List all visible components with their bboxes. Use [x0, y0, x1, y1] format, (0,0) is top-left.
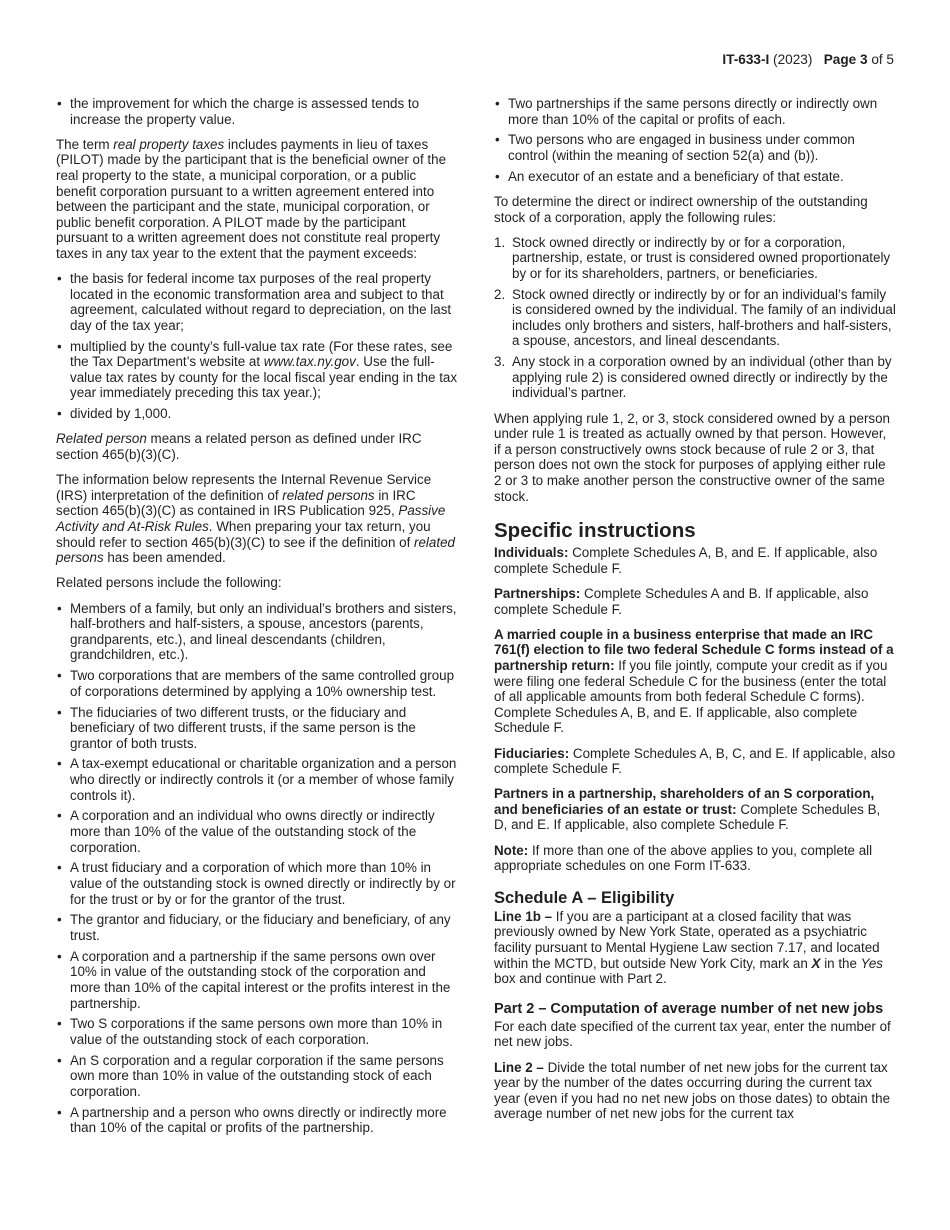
rule-item: 1. Stock owned directly or indirectly by or for a corporation, partnership, estate, or trust is considered owned proportionately by or for its shareholders, partners, or beneficiaries. — [494, 234, 891, 281]
list-item: • multiplied by the county’s full-value tax rate (For these rates, see the Tax Department’s website at www.tax.ny.gov. Use the full-value tax rates by county for the local fiscal year ending in the tax year immediately preceding this tax year.); — [56, 339, 458, 401]
left-column — [56, 96, 458, 1145]
related-persons-intro: Related persons include the following: — [56, 575, 282, 591]
list-item: • Members of a family, but only an individual’s brothers and sisters, half-brothers and half-sisters, a spouse, ancestors (parents, grandparents, etc.), and lineal descendants (children, grandchildren, etc.). — [56, 601, 458, 663]
list-item: • Two S corporations if the same persons own more than 10% in value of the outstanding stock of each corporation. — [56, 1016, 458, 1047]
pilot-exceeds-list — [56, 271, 458, 422]
specific-instructions-heading: Specific instructions — [494, 519, 696, 543]
page-header — [722, 52, 894, 67]
note-paragraph: Note: If more than one of the above applies to you, complete all appropriate schedules on one Form IT-633. — [494, 842, 873, 874]
rule-item: 3. Any stock in a corporation owned by an individual (other than by applying rule 2) is considered owned directly or indirectly by the individual’s partner. — [494, 354, 892, 401]
page-total: of 5 — [871, 52, 894, 67]
list-item: • Two corporations that are members of the same controlled group of corporations determined by applying a 10% ownership test. — [56, 668, 458, 699]
page-number: 3 — [859, 52, 868, 67]
list-item: • The grantor and fiduciary, or the fiduciary and beneficiary, of any trust. — [56, 912, 458, 943]
married-couple-paragraph: A married couple in a business enterprise that made an IRC 761(f) election to file two federal Schedule C forms instead of a partnership return: If you file jointly, compute your credit as if you were filing one federal Schedule C for the business (enter the total of all applicable amounts from both federal Schedule C forms). Complete Schedules A, B, and E. If applicable, also complete Schedule F. — [494, 626, 894, 736]
list-item: • A tax-exempt educational or charitable organization and a person who directly or indirectly controls it (or a member of whose family controls it). — [56, 756, 458, 803]
right-column — [494, 96, 896, 1132]
part-2-heading: Part 2 – Computation of average number of net new jobs — [494, 1000, 884, 1017]
fiduciaries-paragraph: Fiduciaries: Complete Schedules A, B, C, and E. If applicable, also complete Schedule F. — [494, 745, 896, 777]
related-persons-list-continued — [494, 96, 896, 184]
tax-website-link: www.tax.ny.gov — [263, 354, 356, 370]
list-item: • the improvement for which the charge is assessed tends to increase the property value. — [56, 96, 458, 127]
list-item: • A trust fiduciary and a corporation of which more than 10% in value of the outstanding stock is owned directly or indirectly by or for the trust or by or for the grantor of the trust. — [56, 860, 458, 907]
related-person-definition: Related person means a related person as defined under IRC section 465(b)(3)(C). — [56, 431, 422, 463]
ownership-rules-intro: To determine the direct or indirect ownership of the outstanding stock of a corporation, apply the following rules: — [494, 193, 868, 225]
irs-interpretation-paragraph: The information below represents the Internal Revenue Service (IRS) interpretation of the definition of related persons in IRC section 465(b)(3)(C) as contained in IRS Publication 925, Passive Activity and At-Risk Rules. When preparing your tax return, you should refer to section 465(b)(3)(C) to see if the definition of related persons has been amended. — [56, 472, 455, 566]
list-item: • divided by 1,000. — [56, 406, 458, 422]
page-label: Page — [823, 52, 857, 67]
list-item: • A corporation and an individual who owns directly or indirectly more than 10% of the value of the outstanding stock of the corporation. — [56, 808, 458, 855]
list-item: • Two partnerships if the same persons directly or indirectly own more than 10% of the capital or profits of each. — [494, 96, 896, 127]
line-2-paragraph: Line 2 – Divide the total number of net new jobs for the current tax year by the number of the dates occurring during the current tax year (even if you had no net new jobs on those dates) to obtain the average number of net new jobs for the current tax — [494, 1059, 891, 1122]
list-item: • Two persons who are engaged in business under common control (within the meaning of section 52(a) and (b)). — [494, 132, 896, 163]
partnerships-paragraph: Partnerships: Complete Schedules A and B. If applicable, also complete Schedule F. — [494, 585, 869, 617]
list-item: • A partnership and a person who owns directly or indirectly more than 10% of the capital or profits of the partnership. — [56, 1105, 458, 1136]
schedule-a-heading: Schedule A – Eligibility — [494, 888, 675, 907]
form-year: (2023) — [773, 52, 813, 67]
list-item: • The fiduciaries of two different trusts, or the fiduciary and beneficiary of two different trusts, if the same person is the grantor of both trusts. — [56, 705, 458, 752]
list-item: • the basis for federal income tax purposes of the real property located in the economic transformation area and subject to that agreement, calculated without regard to depreciation, on the last day of the tax year; — [56, 271, 458, 333]
rule-item: 2. Stock owned directly or indirectly by or for an individual’s family is considered owned by the individual. The family of an individual includes only brothers and sisters, half-brothers and half-sisters, a spouse, ancestors, and lineal descendants. — [494, 286, 896, 349]
line-1b-paragraph: Line 1b – If you are a participant at a closed facility that was previously owned by New York State, operated as a psychiatric facility pursuant to Mental Hygiene Law section 7.17, and located within the MCTD, but outside New York City, mark an X in the Yes box and continue with Part 2. — [494, 908, 884, 987]
charge-bullet-list — [56, 96, 458, 127]
partners-paragraph: Partners in a partnership, shareholders of an S corporation, and beneficiaries of an estate or trust: Complete Schedules B, D, and E. If applicable, also complete Schedule F. — [494, 786, 881, 833]
related-persons-list — [56, 601, 458, 1136]
ownership-rules-list — [494, 235, 896, 401]
part-2-intro: For each date specified of the current tax year, enter the number of net new jobs. — [494, 1018, 891, 1050]
list-item: • An executor of an estate and a beneficiary of that estate. — [494, 169, 896, 185]
form-id: IT-633-I — [722, 52, 770, 67]
list-item: • An S corporation and a regular corporation if the same persons own more than 10% in value of the outstanding stock of each corporation. — [56, 1053, 458, 1100]
real-property-taxes-paragraph: The term real property taxes includes payments in lieu of taxes (PILOT) made by the participant that is the beneficial owner of the real property to the state, a municipal corporation, or a public benefit corporation pursuant to a written agreement entered into between the participant and the state, municipal corporation, or public benefit corporation. A PILOT made by the participant pursuant to a written agreement does not constitute real property taxes in any tax year to the extent that the payment exceeds: — [56, 136, 447, 261]
list-item: • A corporation and a partnership if the same persons own over 10% in value of the outstanding stock of the corporation and more than 10% of the capital interest or the profits interest in the partnership. — [56, 949, 458, 1011]
applying-rules-paragraph: When applying rule 1, 2, or 3, stock considered owned by a person under rule 1 is treated as actually owned by that person. However, if a person constructively owns stock because of rule 2 or 3, that person does not own the stock for purposes of applying either rule 2 or 3 to make another person the constructive owner of the same stock. — [494, 410, 890, 504]
individuals-paragraph: Individuals: Complete Schedules A, B, and E. If applicable, also complete Schedule F. — [494, 545, 878, 576]
